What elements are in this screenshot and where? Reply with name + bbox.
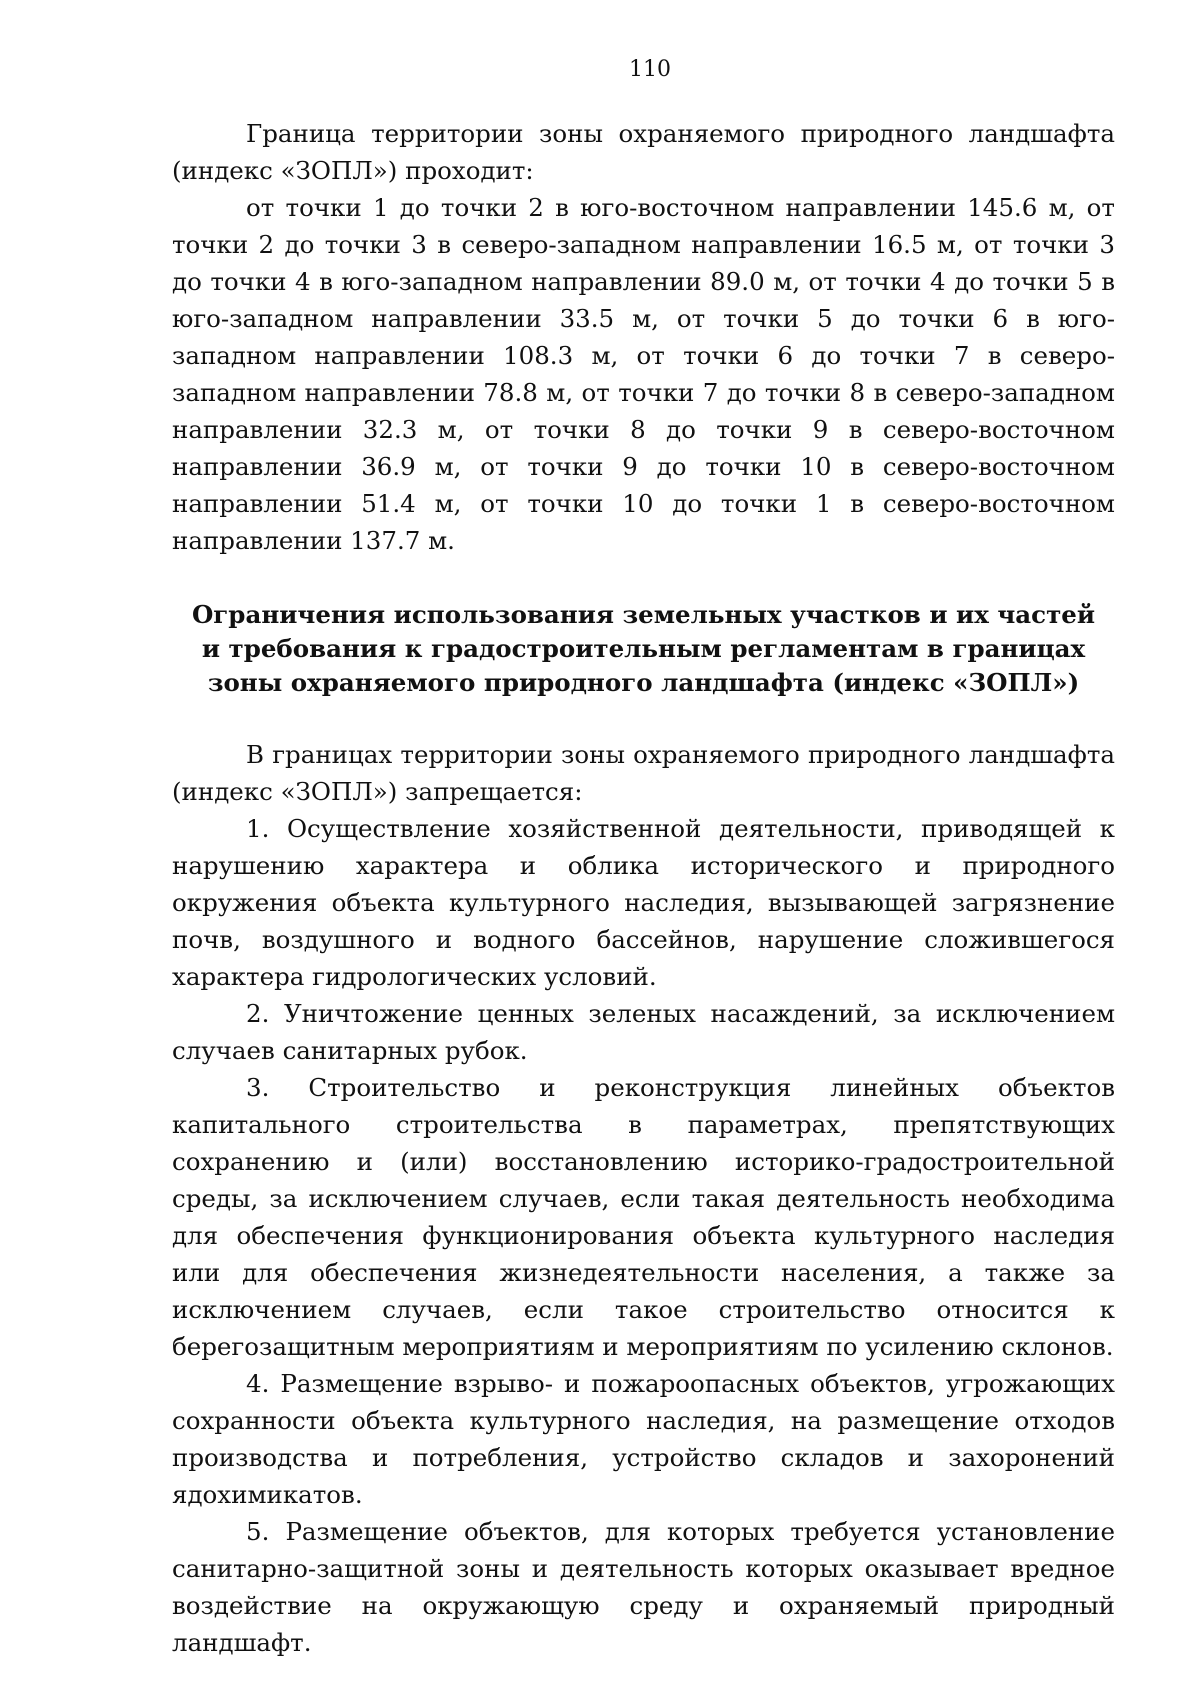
restriction-item-1: 1. Осуществление хозяйственной деятельности, приводящей к нарушению характера и облика исторического и природного окружения объекта культурного наследия, вызывающей загрязнение почв, воздушного и водного бассейнов, нарушение сложившегося характера гидрологических условий. [172, 814, 1115, 991]
section-heading-line: Ограничения использования земельных участков и их частей [191, 600, 1096, 629]
restriction-item-5: 5. Размещение объектов, для которых требуется установление санитарно-защитной зоны и деятельность которых оказывает вредное воздействие на окружающую среду и охраняемый природный ландшафт. [172, 1517, 1115, 1657]
restriction-item-4: 4. Размещение взрыво- и пожароопасных объектов, угрожающих сохранности объекта культурного наследия, на размещение отходов производства и потребления, устройство складов и захоронений ядохимикатов. [172, 1369, 1115, 1509]
section-heading-line: зоны охраняемого природного ландшафта (индекс «ЗОПЛ») [207, 668, 1080, 697]
boundary-description-paragraph: от точки 1 до точки 2 в юго-восточном направлении 145.6 м, от точки 2 до точки 3 в северо-западном направлении 16.5 м, от точки 3 до точки 4 в юго-западном направлении 89.0 м, от точки 4 до точки 5 в юго-западном направлении 33.5 м, от точки 5 до точки 6 в юго-западном направлении 108.3 м, от точки 6 до точки 7 в северо-западном направлении 78.8 м, от точки 7 до точки 8 в северо-западном направлении 32.3 м, от точки 8 до точки 9 в северо-восточном направлении 36.9 м, от точки 9 до точки 10 в северо-восточном направлении 51.4 м, от точки 10 до точки 1 в северо-восточном направлении 137.7 м. [172, 193, 1115, 555]
section-heading [172, 598, 1115, 700]
restrictions-intro-paragraph: В границах территории зоны охраняемого природного ландшафта (индекс «ЗОПЛ») запрещается: [172, 740, 1115, 806]
boundary-intro-paragraph: Граница территории зоны охраняемого природного ландшафта (индекс «ЗОПЛ») проходит: [172, 119, 1115, 185]
page-number: 110 [629, 57, 671, 82]
document-body [172, 115, 1115, 1661]
restriction-item-2: 2. Уничтожение ценных зеленых насаждений, за исключением случаев санитарных рубок. [172, 999, 1115, 1065]
section-heading-line: и требования к градостроительным регламентам в границах [201, 634, 1086, 663]
restriction-item-3: 3. Строительство и реконструкция линейных объектов капитального строительства в параметрах, препятствующих сохранению и (или) восстановлению историко-градостроительной среды, за исключением случаев, если такая деятельность необходима для обеспечения функционирования объекта культурного наследия или для обеспечения жизнедеятельности населения, а также за исключением случаев, если такое строительство относится к берегозащитным мероприятиям и мероприятиям по усилению склонов. [172, 1073, 1115, 1361]
